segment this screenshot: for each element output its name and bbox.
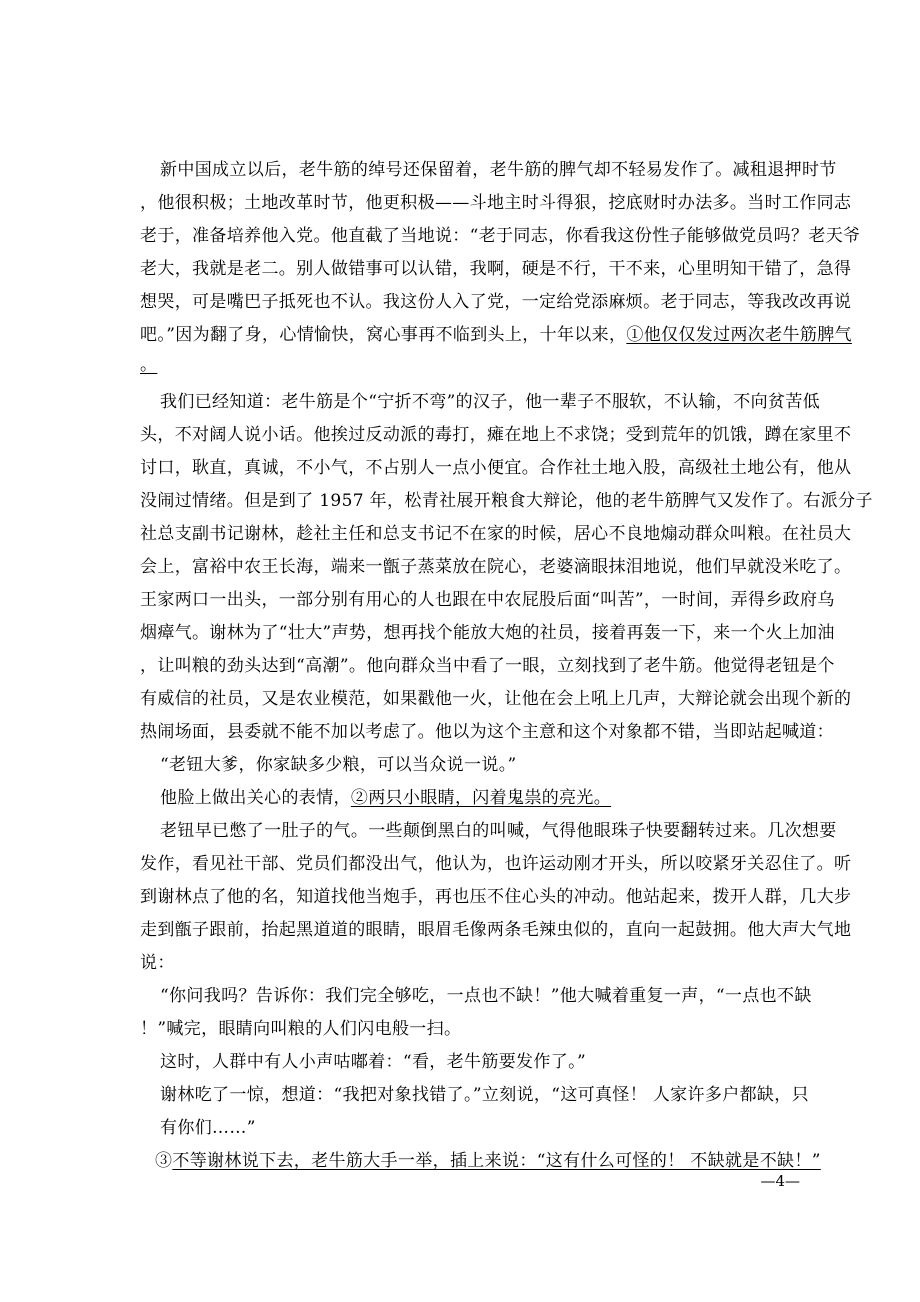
text-line: 这时，人群中有人小声咕嘟着：“看，老牛筋要发作了。” xyxy=(160,1052,586,1072)
line-text: ③ xyxy=(155,1151,173,1171)
text-line: 头，不对阔人说小话。他挨过反动派的毒打，瘫在地上不求饶；受到荒年的饥饿，蹲在家里不 xyxy=(140,425,852,445)
text-line: 走到甑子跟前，抬起黑道道的眼睛，眼眉毛像两条毛辣虫似的，直向一起鼓拥。他大声大气地 xyxy=(140,920,852,940)
underlined-sentence-1-end: 。 xyxy=(140,355,158,375)
text-line: ，他很积极；土地改革时节，他更积极——斗地主时斗得狠，挖底财时办法多。当时工作同志 xyxy=(140,193,852,213)
text-line xyxy=(160,788,611,808)
text-line: 讨口，耿直，真诚，不小气，不占别人一点小便宜。合作社土地入股，高级社土地公有，他从 xyxy=(140,458,852,478)
text-line xyxy=(140,325,852,345)
text-line: 想哭，可是嘴巴子抵死也不认。我这份人入了党，一定给党添麻烦。老于同志，等我改改再说 xyxy=(140,292,852,312)
text-line: 有威信的社员，又是农业模范，如果戳他一火，让他在会上吼上几声，大辩论就会出现个新的 xyxy=(140,689,852,709)
underlined-sentence-3: 不等谢林说下去，老牛筋大手一举，插上来说：“这有什么可怪的！ 不缺就是不缺！” xyxy=(172,1151,821,1171)
text-line: “你问我吗？告诉你：我们完全够吃，一点也不缺！”他大喊着重复一声，“一点也不缺 xyxy=(160,986,812,1006)
text-line: 老于，准备培养他入党。他直截了当地说：“老于同志，你看我这份性子能够做党员吗？老天爷 xyxy=(140,226,861,246)
text-line: 到谢林点了他的名，知道找他当炮手，再也压不住心头的冲动。他站起来，拨开人群，几大步 xyxy=(140,887,852,907)
text-line xyxy=(140,355,157,375)
text-line: 说： xyxy=(140,953,175,973)
text-line xyxy=(155,1151,821,1171)
text-line: 谢林吃了一惊，想道：“我把对象找错了。”立刻说，“这可真怪！ 人家许多户都缺，只 xyxy=(160,1085,809,1105)
text-line: ，让叫粮的劲头达到“高潮”。他向群众当中看了一眼，立刻找到了老牛筋。他觉得老钮是个 xyxy=(140,656,835,676)
line-text: 他脸上做出关心的表情， xyxy=(160,788,351,808)
text-line: 社总支副书记谢林，趁社主任和总支书记不在家的时候，居心不良地煽动群众叫粮。在社员大 xyxy=(140,524,852,544)
text-line: 有你们……” xyxy=(160,1118,256,1138)
text-line: 我们已经知道：老牛筋是个“宁折不弯”的汉子，他一辈子不服软，不认输，不向贫苦低 xyxy=(160,392,821,412)
text-line: 热闹场面，县委就不能不加以考虑了。他以为这个主意和这个对象都不错，当即站起喊道： xyxy=(140,722,834,742)
text-line: 老大，我就是老二。别人做错事可以认错，我啊，硬是不行，干不来，心里明知干错了，急得 xyxy=(140,259,852,279)
text-line: 王家两口一出头，一部分别有用心的人也跟在中农屁股后面“叫苦”，一时间，弄得乡政府乌 xyxy=(140,590,835,610)
text-line: 没闹过情绪。但是到了 1957 年，松青社展开粮食大辩论，他的老牛筋脾气又发作了。右派分子 xyxy=(140,491,873,511)
underlined-sentence-1: ①他仅仅发过两次老牛筋脾气 xyxy=(626,325,852,345)
page-number: —4— xyxy=(760,1172,800,1190)
text-line: ！”喊完，眼睛向叫粮的人们闪电般一扫。 xyxy=(140,1019,462,1039)
line-text: 吧。”因为翻了身，心情愉快，窝心事再不临到头上，十年以来， xyxy=(140,325,627,345)
text-line: 烟瘴气。谢林为了“壮大”声势，想再找个能放大炮的社员，接着再轰一下，来一个火上加油 xyxy=(140,623,835,643)
text-line: 老钮早已憋了一肚子的气。一些颠倒黑白的叫喊，气得他眼珠子快要翻转过来。几次想要 xyxy=(160,821,837,841)
text-line: 会上，富裕中农王长海，端来一甑子蒸菜放在院心，老婆滴眼抹泪地说，他们早就没米吃了。 xyxy=(140,557,852,577)
text-line: 新中国成立以后，老牛筋的绰号还保留着，老牛筋的脾气却不轻易发作了。减租退押时节 xyxy=(160,160,837,180)
text-line: 发作，看见社干部、党员们都没出气，他认为，也许运动刚才开头，所以咬紧牙关忍住了。听 xyxy=(140,854,852,874)
text-line: “老钮大爹，你家缺多少粮，可以当众说一说。” xyxy=(160,755,517,775)
underlined-sentence-2: ②两只小眼睛，闪着鬼祟的亮光。 xyxy=(350,788,612,808)
